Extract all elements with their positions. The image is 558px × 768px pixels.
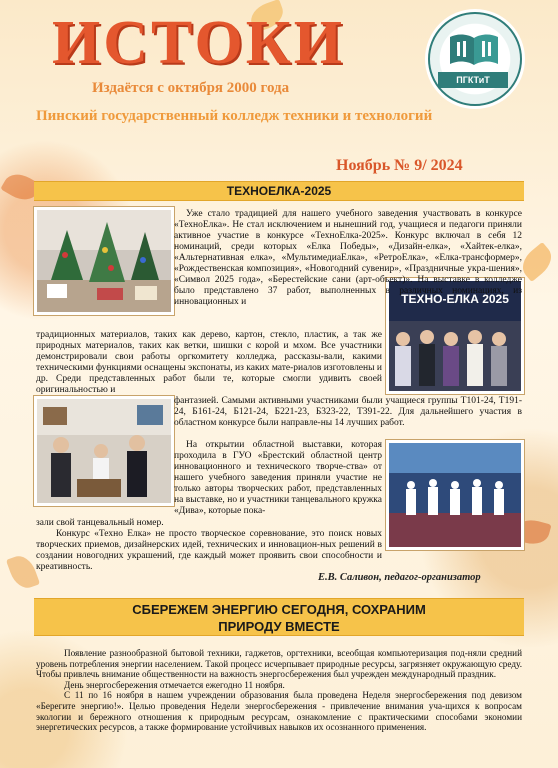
article2-heading-line1: СБЕРЕЖЕМ ЭНЕРГИЮ СЕГОДНЯ, СОХРАНИМ — [132, 602, 426, 617]
article2-heading-line2: ПРИРОДУ ВМЕСТЕ — [218, 619, 340, 634]
article1-p6: Конкурс «Техно Елка» не просто творческое соревнование, это поиск новых творческих приемов, дизайнерских идей, технических и инновацион-ных решений в создании новогодних украшений, где каждый может проявить свои способности и креативность. — [36, 529, 382, 572]
article1-p4: На открытии областной выставки, которая проходила в ГУО «Брестский областной центр инновационного и технического творче-ства» от нашего учебного заведения приняли участие не только авторы творческих работ, представленных на выставке, но и участники танцевального кружка «Дива», которые пока- — [174, 440, 382, 516]
photo-exhibition-trees — [34, 207, 174, 315]
article1-p2: традиционных материалов, таких как дерево, картон, стекло, пластик, а так же природных материалов, таких как ветки, шишки с корой и мхом. Все участники демонстрировали свои работы оргкомитету колледжа, рассказы-вали, какими техническими функциями оснащены экспонаты, из каких мате-риалов изготовлены и др. Среди представленных работ были те, которые смогли удивить своей оригинальностью и — [36, 330, 382, 395]
autumn-leaf-decoration — [516, 242, 557, 282]
issue-number: Ноябрь № 9/ 2024 — [336, 157, 463, 174]
article1-p5: зали свой танцевальный номер. — [36, 518, 164, 528]
article2-p2: День энергосбережения отмечается ежегодно 11 ноября. — [64, 679, 285, 690]
autumn-leaf-decoration — [6, 552, 40, 592]
newspaper-title: ИСТОКИ — [52, 9, 345, 77]
article1-p3: фантазией. Самыми активными участниками были учащиеся группы Т101-24, Т191-24, Б161-24, Б121-24, Б221-23, Б323-22, Т391-22. Для дальнейшего участия в областном конкурсе были направле-ны 14 лучших работ. — [174, 396, 522, 428]
article1-paragraph-2 — [36, 330, 382, 396]
article2-body — [36, 648, 522, 733]
article1-paragraph-4 — [174, 440, 382, 517]
college-name: Пинский государственный колледж техники и технологий — [36, 108, 433, 124]
article1-p1: Уже стало традицией для нашего учебного заведения участвовать в конкурсе «ТехноЕлка». Не стал исключением и нынешний год, учащиеся и педагоги приняли активное участие в конкурсе «ТехноЕлка-2025». Конкурс включал в себя 12 номинаций, среди которых «Елка Победы», «Дизайн-елка», «Хайтек-елка», «Альтернативная елка», «МультимедиаЕлка», «РетроЕлка», «Елка-трансформер», «Рождественская композиция», «Новогодний сувенир», «Праздничные укра-шения», «Символ 2025 года», «Берестейские сани (арт-объект)». На выставке в колледже было представлено 37 работ, выполненных в различных номинациях, из инновационных и — [174, 209, 522, 307]
college-logo — [428, 12, 522, 106]
article1-signature: Е.В. Саливон, педагог-организатор — [318, 572, 481, 583]
article2-p1: Появление разнообразной бытовой техники, гаджетов, оргтехники, всеобщая компьютеризация под-няли средний уровень потребления энергии населением. Такой процесс исчерпывает природные ресурсы, загрязняет окружающую среду. Чтобы привлечь внимание общественности на важность энергосбережения был учрежден международный праздник. — [36, 648, 522, 680]
article1-paragraph-5 — [36, 518, 382, 573]
article1-heading-text: ТЕХНОЕЛКА-2025 — [226, 184, 332, 198]
article1-heading — [34, 181, 524, 201]
photo-exhibition-visit — [34, 396, 174, 506]
article1-paragraph-3 — [174, 396, 522, 429]
book-icon — [448, 32, 500, 68]
masthead — [0, 0, 558, 174]
article2-heading — [34, 598, 524, 636]
logo-abbreviation: ПГКТиТ — [438, 72, 508, 88]
article1-paragraph-1 — [174, 209, 522, 308]
banner-text: ТЕХНО-ЕЛКА 2025 — [401, 292, 509, 306]
photo-dance-performance — [386, 440, 524, 550]
publication-since: Издаётся с октября 2000 года — [92, 80, 290, 96]
article2-p3: С 11 по 16 ноября в нашем учреждении образования была проведена Неделя энергосбережения под девизом «Берегите энергию!». Целью проведения Недели энергосбережения - привлечение внимания уча-щихся к вопросам экологии и бережного отношения к природным ресурсам, ознакомление с практическими способами экономии энергетических ресурсов, а также формирование устойчивых навыков их осознанного применения. — [36, 690, 522, 733]
